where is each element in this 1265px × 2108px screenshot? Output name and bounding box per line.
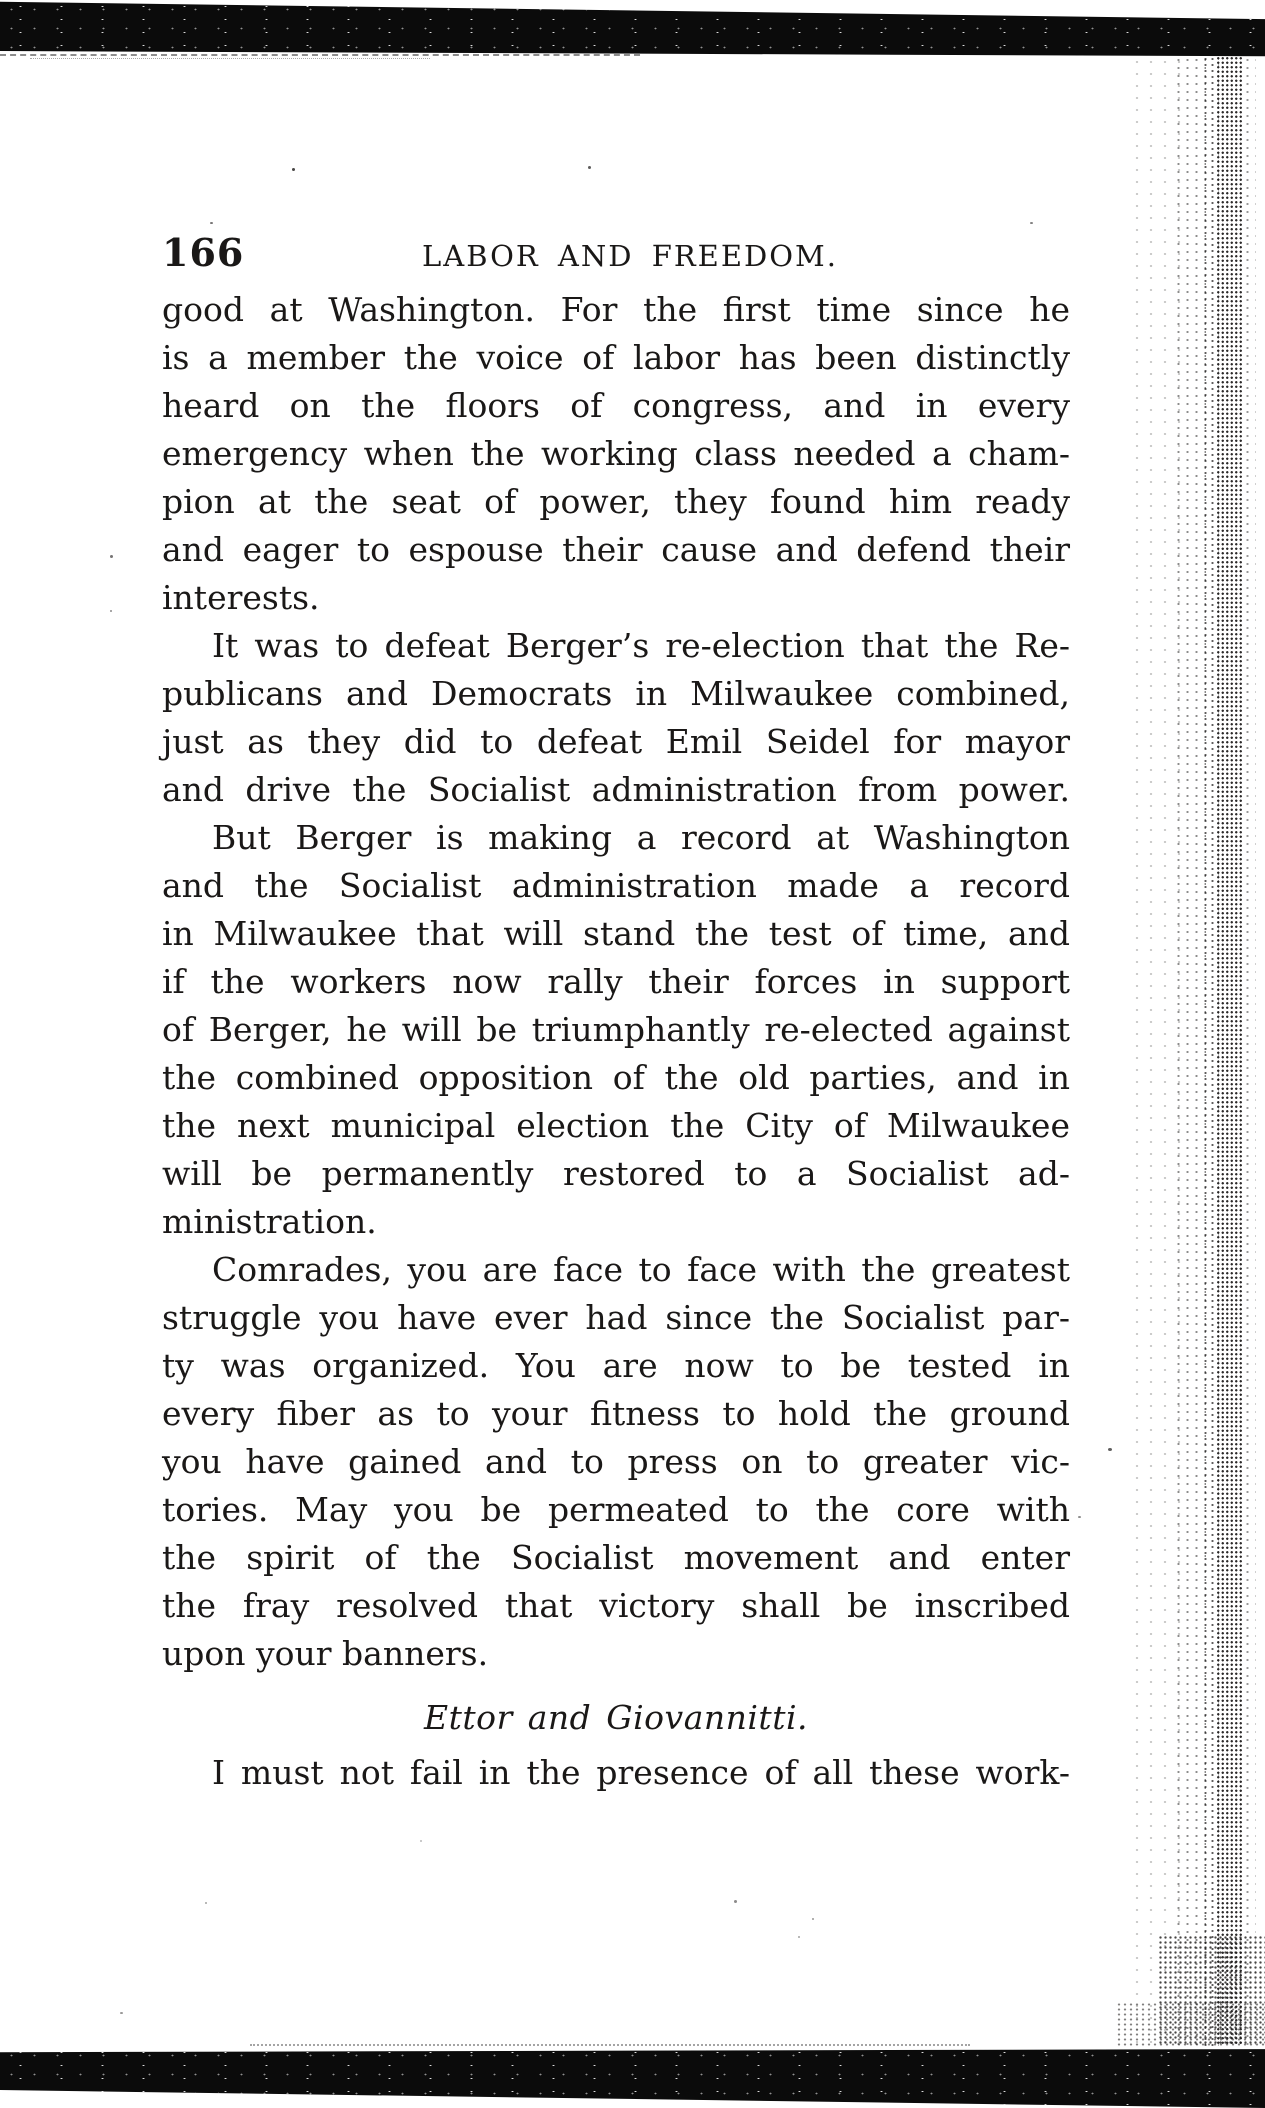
ink-speckle xyxy=(210,222,213,224)
running-head-title: LABOR AND FREEDOM. xyxy=(422,239,838,273)
text-line: the combined opposition of the old parties, and in xyxy=(162,1058,1070,1097)
scan-artifact-ragged-edge xyxy=(30,58,430,59)
text-line: tories. May you be permeated to the core with xyxy=(162,1490,1070,1529)
text-line: will be permanently restored to a Socialist ad- xyxy=(162,1154,1070,1193)
text-line: good at Washington. For the first time since he xyxy=(162,290,1070,329)
text-line: every fiber as to your fitness to hold the ground xyxy=(162,1394,1070,1433)
paragraph xyxy=(162,286,1070,622)
ink-speckle xyxy=(110,610,112,612)
text-line: pion at the seat of power, they found him ready xyxy=(162,482,1070,521)
text-line: the next municipal election the City of Milwaukee xyxy=(162,1106,1070,1145)
paragraph xyxy=(162,814,1070,1246)
text-line: and drive the Socialist administration from power. xyxy=(162,770,1070,809)
text-line: just as they did to defeat Emil Seidel for mayor xyxy=(162,722,1070,761)
ink-speckle xyxy=(205,1902,207,1904)
paragraph xyxy=(162,1749,1070,1797)
scan-artifact-gutter-shadow xyxy=(1243,56,1256,2046)
text-line: I must not fail in the presence of all these work- xyxy=(212,1753,1070,1792)
paragraph xyxy=(162,622,1070,814)
text-line: emergency when the working class needed a cham- xyxy=(162,434,1070,473)
text-line: and eager to espouse their cause and defend their xyxy=(162,530,1070,569)
scan-artifact-top-bar xyxy=(0,0,1265,58)
running-header xyxy=(162,230,1070,275)
scan-artifact-gutter-shadow xyxy=(1216,56,1243,2046)
page-number: 166 xyxy=(162,230,245,275)
text-line: ministration. xyxy=(162,1202,377,1241)
ink-speckle xyxy=(734,1900,737,1903)
text-line: the fray resolved that victory shall be inscribed xyxy=(162,1586,1070,1625)
scan-artifact-ragged-edge xyxy=(0,54,640,56)
text-line: Comrades, you are face to face with the greatest xyxy=(212,1250,1070,1289)
ink-speckle xyxy=(1078,1516,1081,1518)
ink-speckle xyxy=(588,166,591,169)
text-line: you have gained and to press on to greater vic- xyxy=(162,1442,1070,1481)
text-line: the spirit of the Socialist movement and enter xyxy=(162,1538,1070,1577)
paragraph xyxy=(162,1246,1070,1678)
text-line: if the workers now rally their forces in support xyxy=(162,962,1070,1001)
ink-speckle xyxy=(420,1840,422,1842)
ink-speckle xyxy=(292,168,295,171)
page-text xyxy=(162,286,1070,1797)
text-line: struggle you have ever had since the Socialist par- xyxy=(162,1298,1070,1337)
ink-speckle xyxy=(1108,1448,1112,1451)
scan-artifact-gutter-shadow xyxy=(1116,2002,1265,2046)
text-line: in Milwaukee that will stand the test of time, and xyxy=(162,914,1070,953)
text-line: and the Socialist administration made a record xyxy=(162,866,1070,905)
ink-speckle xyxy=(812,1918,814,1920)
ink-speckle xyxy=(1030,222,1033,224)
text-line: upon your banners. xyxy=(162,1634,489,1673)
text-line: But Berger is making a record at Washington xyxy=(212,818,1070,857)
section-heading: Ettor and Giovannitti. xyxy=(423,1698,808,1737)
ink-speckle xyxy=(798,1936,800,1938)
scan-artifact-bottom-bar xyxy=(0,2046,1265,2108)
ink-speckle xyxy=(110,555,113,558)
text-line: interests. xyxy=(162,578,320,617)
text-line: publicans and Democrats in Milwaukee combined, xyxy=(162,674,1070,713)
text-line: ty was organized. You are now to be tested in xyxy=(162,1346,1070,1385)
text-line: It was to defeat Berger’s re-election that the Re- xyxy=(212,626,1070,665)
ink-speckle xyxy=(120,2012,123,2014)
text-line: of Berger, he will be triumphantly re-elected against xyxy=(162,1010,1070,1049)
scan-artifact-ragged-edge xyxy=(250,2044,970,2046)
text-line: heard on the floors of congress, and in every xyxy=(162,386,1070,425)
text-line: is a member the voice of labor has been distinctly xyxy=(162,338,1070,377)
